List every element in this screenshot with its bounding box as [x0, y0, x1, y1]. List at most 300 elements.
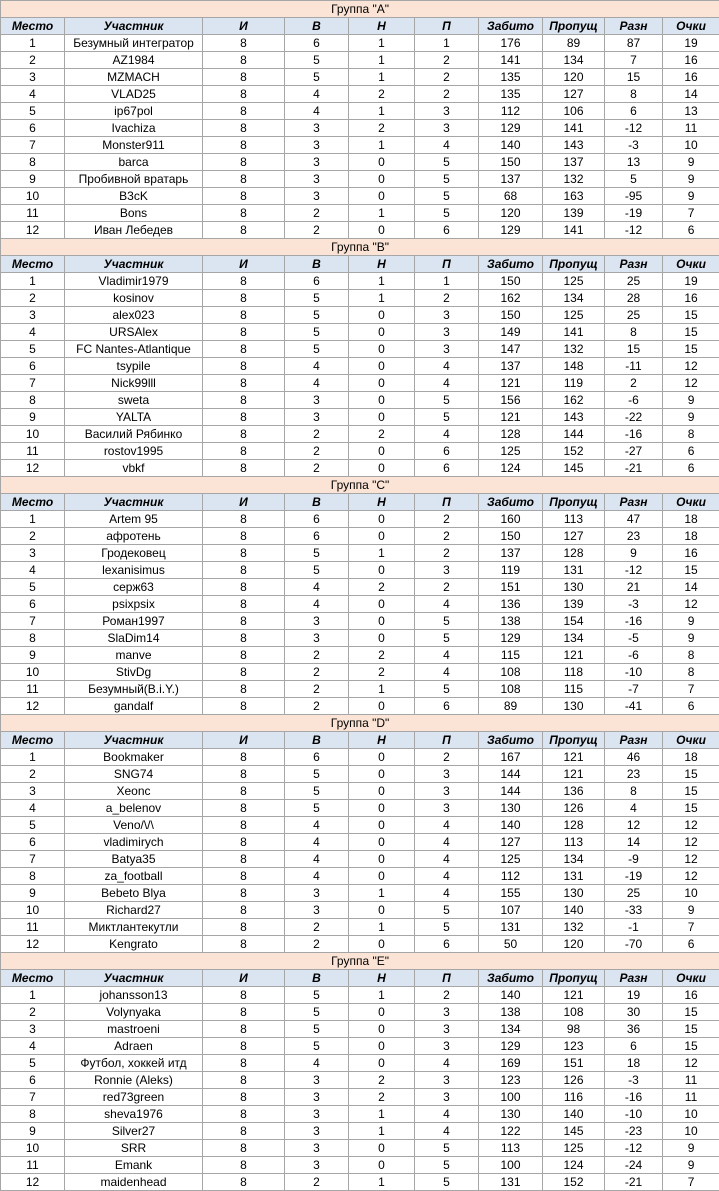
cell-wins: 4 — [285, 834, 349, 851]
cell-participant: Bebeto Blya — [65, 885, 203, 902]
cell-wins: 5 — [285, 766, 349, 783]
cell-points: 8 — [663, 664, 719, 681]
cell-wins: 3 — [285, 1123, 349, 1140]
cell-draws: 1 — [349, 885, 415, 902]
cell-wins: 5 — [285, 307, 349, 324]
cell-place: 11 — [1, 919, 65, 936]
cell-participant: URSAlex — [65, 324, 203, 341]
cell-diff: -23 — [605, 1123, 663, 1140]
cell-participant: Bons — [65, 205, 203, 222]
cell-points: 18 — [663, 528, 719, 545]
cell-place: 10 — [1, 1140, 65, 1157]
cell-diff: 8 — [605, 783, 663, 800]
cell-place: 4 — [1, 86, 65, 103]
cell-place: 5 — [1, 817, 65, 834]
cell-wins: 2 — [285, 222, 349, 239]
cell-diff: 25 — [605, 273, 663, 290]
cell-played: 8 — [203, 868, 285, 885]
cell-wins: 5 — [285, 783, 349, 800]
cell-participant: gandalf — [65, 698, 203, 715]
cell-points: 9 — [663, 902, 719, 919]
cell-draws: 1 — [349, 1123, 415, 1140]
column-header-diff: Разн — [605, 256, 663, 273]
column-header-diff: Разн — [605, 494, 663, 511]
cell-losses: 4 — [415, 868, 479, 885]
cell-losses: 5 — [415, 919, 479, 936]
cell-participant: Пробивной вратарь — [65, 171, 203, 188]
cell-diff: -33 — [605, 902, 663, 919]
cell-conceded: 120 — [543, 69, 605, 86]
cell-conceded: 130 — [543, 885, 605, 902]
cell-wins: 2 — [285, 205, 349, 222]
cell-diff: -95 — [605, 188, 663, 205]
cell-scored: 121 — [479, 409, 543, 426]
table-row — [1, 800, 719, 817]
cell-conceded: 137 — [543, 154, 605, 171]
cell-scored: 137 — [479, 171, 543, 188]
table-row — [1, 698, 719, 715]
cell-place: 1 — [1, 35, 65, 52]
cell-place: 8 — [1, 1106, 65, 1123]
cell-losses: 1 — [415, 35, 479, 52]
cell-losses: 4 — [415, 596, 479, 613]
cell-conceded: 134 — [543, 290, 605, 307]
cell-draws: 1 — [349, 987, 415, 1004]
cell-scored: 167 — [479, 749, 543, 766]
column-header-draws: Н — [349, 732, 415, 749]
table-row — [1, 69, 719, 86]
cell-draws: 0 — [349, 154, 415, 171]
cell-played: 8 — [203, 222, 285, 239]
cell-scored: 100 — [479, 1157, 543, 1174]
cell-played: 8 — [203, 885, 285, 902]
cell-participant: Иван Лебедев — [65, 222, 203, 239]
column-header-participant: Участник — [65, 256, 203, 273]
cell-wins: 3 — [285, 120, 349, 137]
cell-place: 5 — [1, 341, 65, 358]
table-row — [1, 1123, 719, 1140]
table-row — [1, 647, 719, 664]
cell-participant: Безумный интегратор — [65, 35, 203, 52]
cell-wins: 5 — [285, 1038, 349, 1055]
cell-scored: 131 — [479, 919, 543, 936]
cell-scored: 129 — [479, 222, 543, 239]
cell-played: 8 — [203, 1157, 285, 1174]
cell-losses: 3 — [415, 120, 479, 137]
cell-draws: 0 — [349, 766, 415, 783]
cell-conceded: 119 — [543, 375, 605, 392]
cell-played: 8 — [203, 698, 285, 715]
cell-wins: 5 — [285, 1021, 349, 1038]
column-header-place: Место — [1, 256, 65, 273]
cell-conceded: 141 — [543, 222, 605, 239]
cell-diff: -12 — [605, 222, 663, 239]
cell-scored: 169 — [479, 1055, 543, 1072]
column-header-played: И — [203, 970, 285, 987]
cell-conceded: 154 — [543, 613, 605, 630]
cell-participant: Artem 95 — [65, 511, 203, 528]
cell-played: 8 — [203, 1004, 285, 1021]
cell-points: 15 — [663, 307, 719, 324]
cell-scored: 144 — [479, 766, 543, 783]
cell-losses: 3 — [415, 307, 479, 324]
cell-place: 1 — [1, 273, 65, 290]
cell-place: 5 — [1, 1055, 65, 1072]
cell-participant: FC Nantes-Atlantique — [65, 341, 203, 358]
cell-diff: 7 — [605, 52, 663, 69]
cell-diff: -12 — [605, 120, 663, 137]
group-title-row — [1, 953, 719, 970]
cell-diff: 15 — [605, 341, 663, 358]
cell-points: 6 — [663, 698, 719, 715]
cell-played: 8 — [203, 596, 285, 613]
cell-conceded: 124 — [543, 1157, 605, 1174]
cell-draws: 0 — [349, 460, 415, 477]
column-header-points: Очки — [663, 732, 719, 749]
cell-conceded: 132 — [543, 919, 605, 936]
cell-place: 1 — [1, 749, 65, 766]
cell-played: 8 — [203, 630, 285, 647]
table-row — [1, 1106, 719, 1123]
cell-draws: 0 — [349, 1021, 415, 1038]
cell-played: 8 — [203, 545, 285, 562]
cell-points: 14 — [663, 579, 719, 596]
cell-played: 8 — [203, 460, 285, 477]
cell-conceded: 128 — [543, 545, 605, 562]
column-header-played: И — [203, 18, 285, 35]
cell-place: 12 — [1, 1174, 65, 1191]
cell-scored: 150 — [479, 307, 543, 324]
cell-losses: 3 — [415, 341, 479, 358]
cell-points: 15 — [663, 783, 719, 800]
cell-scored: 138 — [479, 613, 543, 630]
standings-body — [1, 1, 719, 1191]
cell-diff: 21 — [605, 579, 663, 596]
cell-wins: 3 — [285, 392, 349, 409]
cell-place: 4 — [1, 562, 65, 579]
cell-draws: 0 — [349, 375, 415, 392]
cell-points: 9 — [663, 409, 719, 426]
cell-points: 12 — [663, 358, 719, 375]
column-header-row — [1, 494, 719, 511]
cell-place: 7 — [1, 375, 65, 392]
cell-conceded: 132 — [543, 171, 605, 188]
column-header-points: Очки — [663, 256, 719, 273]
cell-conceded: 89 — [543, 35, 605, 52]
cell-losses: 2 — [415, 545, 479, 562]
cell-diff: -1 — [605, 919, 663, 936]
cell-participant: Ronnie (Aleks) — [65, 1072, 203, 1089]
column-header-place: Место — [1, 970, 65, 987]
cell-losses: 5 — [415, 1174, 479, 1191]
column-header-draws: Н — [349, 970, 415, 987]
cell-losses: 4 — [415, 358, 479, 375]
cell-points: 11 — [663, 1072, 719, 1089]
cell-losses: 5 — [415, 171, 479, 188]
cell-conceded: 123 — [543, 1038, 605, 1055]
column-header-points: Очки — [663, 970, 719, 987]
cell-losses: 5 — [415, 392, 479, 409]
cell-participant: AZ1984 — [65, 52, 203, 69]
cell-wins: 5 — [285, 52, 349, 69]
cell-wins: 3 — [285, 188, 349, 205]
cell-conceded: 152 — [543, 443, 605, 460]
cell-draws: 0 — [349, 800, 415, 817]
cell-participant: lexanisimus — [65, 562, 203, 579]
table-row — [1, 664, 719, 681]
cell-scored: 135 — [479, 86, 543, 103]
cell-scored: 155 — [479, 885, 543, 902]
cell-participant: VLAD25 — [65, 86, 203, 103]
cell-played: 8 — [203, 307, 285, 324]
cell-conceded: 108 — [543, 1004, 605, 1021]
cell-conceded: 152 — [543, 1174, 605, 1191]
cell-diff: 12 — [605, 817, 663, 834]
cell-participant: афротень — [65, 528, 203, 545]
cell-played: 8 — [203, 358, 285, 375]
cell-place: 11 — [1, 205, 65, 222]
cell-losses: 5 — [415, 630, 479, 647]
cell-losses: 3 — [415, 1021, 479, 1038]
cell-played: 8 — [203, 52, 285, 69]
cell-diff: -10 — [605, 1106, 663, 1123]
cell-participant: Vladimir1979 — [65, 273, 203, 290]
cell-points: 15 — [663, 341, 719, 358]
column-header-scored: Забито — [479, 970, 543, 987]
table-row — [1, 766, 719, 783]
cell-diff: 47 — [605, 511, 663, 528]
cell-diff: 36 — [605, 1021, 663, 1038]
cell-points: 16 — [663, 52, 719, 69]
column-header-diff: Разн — [605, 18, 663, 35]
cell-draws: 0 — [349, 324, 415, 341]
cell-losses: 5 — [415, 902, 479, 919]
column-header-row — [1, 970, 719, 987]
cell-draws: 1 — [349, 1174, 415, 1191]
cell-scored: 151 — [479, 579, 543, 596]
column-header-played: И — [203, 256, 285, 273]
cell-diff: 8 — [605, 86, 663, 103]
group-title: Группа "D" — [1, 715, 719, 732]
cell-points: 12 — [663, 851, 719, 868]
cell-played: 8 — [203, 290, 285, 307]
cell-losses: 5 — [415, 188, 479, 205]
cell-scored: 125 — [479, 443, 543, 460]
cell-scored: 136 — [479, 596, 543, 613]
cell-played: 8 — [203, 205, 285, 222]
cell-participant: Batya35 — [65, 851, 203, 868]
cell-points: 16 — [663, 987, 719, 1004]
cell-scored: 131 — [479, 1174, 543, 1191]
cell-draws: 2 — [349, 426, 415, 443]
cell-place: 6 — [1, 834, 65, 851]
cell-draws: 0 — [349, 1038, 415, 1055]
cell-played: 8 — [203, 103, 285, 120]
cell-played: 8 — [203, 324, 285, 341]
cell-points: 9 — [663, 171, 719, 188]
cell-wins: 3 — [285, 630, 349, 647]
cell-played: 8 — [203, 1021, 285, 1038]
cell-participant: Silver27 — [65, 1123, 203, 1140]
cell-conceded: 121 — [543, 647, 605, 664]
cell-draws: 1 — [349, 137, 415, 154]
cell-points: 7 — [663, 205, 719, 222]
table-row — [1, 137, 719, 154]
cell-wins: 6 — [285, 749, 349, 766]
column-header-draws: Н — [349, 18, 415, 35]
cell-conceded: 106 — [543, 103, 605, 120]
group-title-row — [1, 1, 719, 18]
cell-draws: 0 — [349, 358, 415, 375]
cell-place: 10 — [1, 426, 65, 443]
cell-participant: manve — [65, 647, 203, 664]
table-row — [1, 273, 719, 290]
cell-scored: 123 — [479, 1072, 543, 1089]
cell-wins: 5 — [285, 341, 349, 358]
cell-wins: 5 — [285, 545, 349, 562]
table-row — [1, 154, 719, 171]
table-row — [1, 358, 719, 375]
cell-place: 7 — [1, 137, 65, 154]
cell-diff: 23 — [605, 766, 663, 783]
cell-draws: 1 — [349, 103, 415, 120]
cell-participant: SlaDim14 — [65, 630, 203, 647]
cell-played: 8 — [203, 664, 285, 681]
cell-participant: maidenhead — [65, 1174, 203, 1191]
cell-diff: -3 — [605, 137, 663, 154]
table-row — [1, 817, 719, 834]
table-row — [1, 868, 719, 885]
cell-place: 11 — [1, 681, 65, 698]
cell-place: 2 — [1, 528, 65, 545]
cell-participant: SNG74 — [65, 766, 203, 783]
cell-draws: 0 — [349, 222, 415, 239]
cell-conceded: 131 — [543, 868, 605, 885]
table-row — [1, 936, 719, 953]
cell-place: 2 — [1, 766, 65, 783]
column-header-participant: Участник — [65, 970, 203, 987]
cell-wins: 5 — [285, 290, 349, 307]
cell-diff: -12 — [605, 562, 663, 579]
cell-wins: 4 — [285, 579, 349, 596]
cell-played: 8 — [203, 834, 285, 851]
cell-played: 8 — [203, 154, 285, 171]
cell-participant: Xeonc — [65, 783, 203, 800]
cell-scored: 115 — [479, 647, 543, 664]
cell-losses: 6 — [415, 936, 479, 953]
cell-points: 7 — [663, 919, 719, 936]
table-row — [1, 222, 719, 239]
cell-points: 12 — [663, 1055, 719, 1072]
cell-points: 12 — [663, 596, 719, 613]
cell-participant: barca — [65, 154, 203, 171]
cell-scored: 113 — [479, 1140, 543, 1157]
cell-draws: 1 — [349, 35, 415, 52]
cell-wins: 3 — [285, 1089, 349, 1106]
cell-place: 8 — [1, 630, 65, 647]
cell-played: 8 — [203, 511, 285, 528]
cell-played: 8 — [203, 562, 285, 579]
column-header-wins: В — [285, 256, 349, 273]
cell-draws: 2 — [349, 579, 415, 596]
cell-played: 8 — [203, 987, 285, 1004]
cell-diff: 87 — [605, 35, 663, 52]
cell-draws: 0 — [349, 511, 415, 528]
table-row — [1, 528, 719, 545]
cell-place: 1 — [1, 987, 65, 1004]
cell-conceded: 141 — [543, 324, 605, 341]
cell-wins: 2 — [285, 1174, 349, 1191]
cell-points: 15 — [663, 1021, 719, 1038]
cell-place: 7 — [1, 851, 65, 868]
cell-wins: 3 — [285, 885, 349, 902]
cell-played: 8 — [203, 919, 285, 936]
cell-draws: 0 — [349, 171, 415, 188]
cell-conceded: 140 — [543, 902, 605, 919]
cell-diff: 4 — [605, 800, 663, 817]
table-row — [1, 579, 719, 596]
cell-diff: -19 — [605, 868, 663, 885]
cell-played: 8 — [203, 766, 285, 783]
cell-participant: SRR — [65, 1140, 203, 1157]
cell-conceded: 113 — [543, 834, 605, 851]
cell-wins: 5 — [285, 562, 349, 579]
column-header-conceded: Пропущ — [543, 494, 605, 511]
cell-played: 8 — [203, 341, 285, 358]
table-row — [1, 409, 719, 426]
cell-wins: 2 — [285, 936, 349, 953]
cell-points: 11 — [663, 120, 719, 137]
cell-scored: 129 — [479, 120, 543, 137]
cell-played: 8 — [203, 936, 285, 953]
cell-place: 12 — [1, 460, 65, 477]
cell-draws: 0 — [349, 1157, 415, 1174]
column-header-conceded: Пропущ — [543, 18, 605, 35]
cell-draws: 1 — [349, 69, 415, 86]
cell-draws: 2 — [349, 1089, 415, 1106]
cell-draws: 0 — [349, 868, 415, 885]
cell-diff: 2 — [605, 375, 663, 392]
cell-points: 15 — [663, 324, 719, 341]
cell-conceded: 143 — [543, 409, 605, 426]
cell-played: 8 — [203, 902, 285, 919]
cell-place: 3 — [1, 307, 65, 324]
cell-scored: 50 — [479, 936, 543, 953]
column-header-losses: П — [415, 970, 479, 987]
cell-wins: 2 — [285, 919, 349, 936]
cell-draws: 0 — [349, 188, 415, 205]
cell-diff: 19 — [605, 987, 663, 1004]
cell-scored: 130 — [479, 800, 543, 817]
cell-place: 2 — [1, 1004, 65, 1021]
table-row — [1, 1174, 719, 1191]
table-row — [1, 613, 719, 630]
cell-scored: 130 — [479, 1106, 543, 1123]
table-row — [1, 341, 719, 358]
cell-points: 6 — [663, 460, 719, 477]
cell-diff: 14 — [605, 834, 663, 851]
cell-losses: 5 — [415, 681, 479, 698]
cell-points: 11 — [663, 1089, 719, 1106]
cell-points: 6 — [663, 936, 719, 953]
cell-participant: Monster911 — [65, 137, 203, 154]
cell-place: 9 — [1, 885, 65, 902]
group-title: Группа "A" — [1, 1, 719, 18]
cell-place: 12 — [1, 222, 65, 239]
table-row — [1, 851, 719, 868]
cell-diff: 9 — [605, 545, 663, 562]
cell-wins: 4 — [285, 103, 349, 120]
